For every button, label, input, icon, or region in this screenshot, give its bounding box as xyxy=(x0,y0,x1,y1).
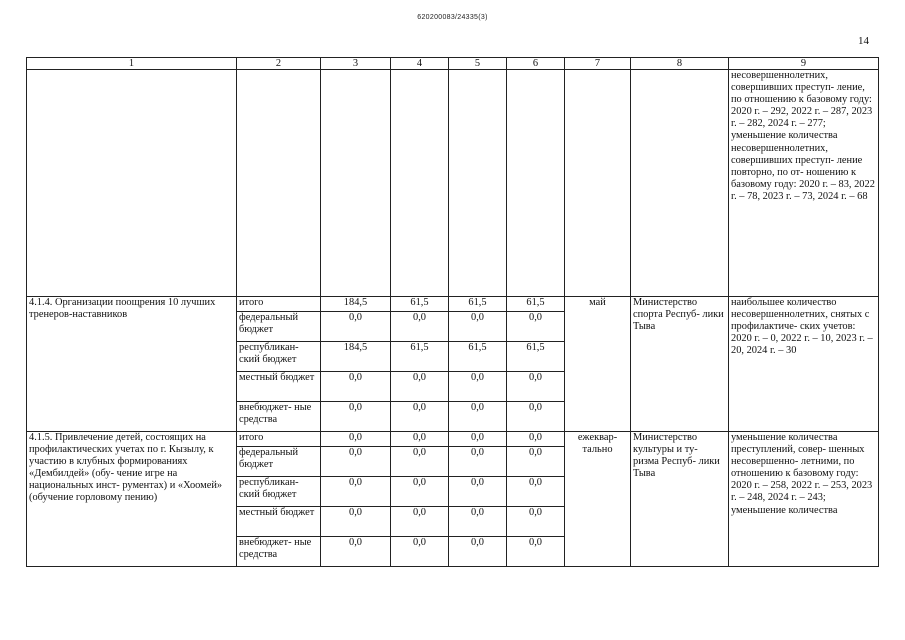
executor: Министерство культуры и ту- ризма Респуб- лики Тыва xyxy=(631,432,729,567)
amount-2024: 0,0 xyxy=(507,507,565,537)
amount-2024: 0,0 xyxy=(507,432,565,447)
result-text: наибольшее количество несовершеннолетних, снятых с профилактиче- ских учетов: 2020 г. – 0, 2022 г. – 10, 2023 г. – 20, 2024 г. – 30 xyxy=(729,297,879,432)
amount-2024: 0,0 xyxy=(507,312,565,342)
amount-2023: 0,0 xyxy=(449,507,507,537)
amount-total: 184,5 xyxy=(321,342,391,372)
column-number: 8 xyxy=(631,58,729,70)
funding-source: местный бюджет xyxy=(237,507,321,537)
funding-source: внебюджет- ные средства xyxy=(237,402,321,432)
empty-cell xyxy=(565,70,631,297)
amount-total: 0,0 xyxy=(321,507,391,537)
amount-2024: 0,0 xyxy=(507,372,565,402)
empty-cell xyxy=(449,70,507,297)
amount-2023: 0,0 xyxy=(449,372,507,402)
amount-2022: 0,0 xyxy=(391,477,449,507)
amount-2023: 61,5 xyxy=(449,297,507,312)
amount-total: 0,0 xyxy=(321,447,391,477)
column-number-row xyxy=(27,58,879,70)
column-number: 7 xyxy=(565,58,631,70)
amount-2024: 0,0 xyxy=(507,477,565,507)
amount-2024: 61,5 xyxy=(507,297,565,312)
funding-source: республикан- ский бюджет xyxy=(237,477,321,507)
amount-2023: 0,0 xyxy=(449,312,507,342)
amount-total: 184,5 xyxy=(321,297,391,312)
amount-2022: 0,0 xyxy=(391,402,449,432)
measure-title: 4.1.4. Организации поощрения 10 лучших тренеров-наставников xyxy=(27,297,237,432)
amount-total: 0,0 xyxy=(321,537,391,567)
empty-cell xyxy=(507,70,565,297)
amount-2022: 0,0 xyxy=(391,447,449,477)
column-number: 4 xyxy=(391,58,449,70)
result-text: уменьшение количества преступлений, совер- шенных несовершенно- летними, по отношению к базовому году: 2020 г. – 258, 2022 г. – 253, 2023 г. – 248, 2024 г. – 243; уменьшение количества xyxy=(729,432,879,567)
amount-2024: 0,0 xyxy=(507,447,565,477)
empty-cell xyxy=(631,70,729,297)
funding-source: итого xyxy=(237,297,321,312)
empty-cell xyxy=(321,70,391,297)
table-row xyxy=(27,297,879,312)
amount-2023: 0,0 xyxy=(449,432,507,447)
program-table xyxy=(26,57,879,567)
amount-total: 0,0 xyxy=(321,432,391,447)
column-number: 9 xyxy=(729,58,879,70)
funding-source: итого xyxy=(237,432,321,447)
amount-total: 0,0 xyxy=(321,477,391,507)
amount-2024: 0,0 xyxy=(507,402,565,432)
funding-source: местный бюджет xyxy=(237,372,321,402)
amount-2023: 0,0 xyxy=(449,402,507,432)
amount-2022: 61,5 xyxy=(391,297,449,312)
amount-2022: 61,5 xyxy=(391,342,449,372)
continuation-row xyxy=(27,70,879,297)
amount-2024: 61,5 xyxy=(507,342,565,372)
amount-total: 0,0 xyxy=(321,372,391,402)
amount-2022: 0,0 xyxy=(391,537,449,567)
amount-2023: 0,0 xyxy=(449,447,507,477)
amount-2023: 0,0 xyxy=(449,537,507,567)
empty-cell xyxy=(237,70,321,297)
funding-source: федеральный бюджет xyxy=(237,312,321,342)
funding-source: республикан- ский бюджет xyxy=(237,342,321,372)
execution-term: май xyxy=(565,297,631,432)
amount-2022: 0,0 xyxy=(391,432,449,447)
document-id: 620200083/24335(3) xyxy=(417,14,488,21)
executor: Министерство спорта Респуб- лики Тыва xyxy=(631,297,729,432)
amount-total: 0,0 xyxy=(321,402,391,432)
empty-cell xyxy=(27,70,237,297)
table-row xyxy=(27,432,879,447)
empty-cell xyxy=(391,70,449,297)
column-number: 3 xyxy=(321,58,391,70)
amount-2023: 0,0 xyxy=(449,477,507,507)
execution-term: ежеквар- тально xyxy=(565,432,631,567)
amount-2024: 0,0 xyxy=(507,537,565,567)
page-number: 14 xyxy=(858,35,869,47)
amount-2022: 0,0 xyxy=(391,312,449,342)
measure-title: 4.1.5. Привлечение детей, состоящих на профилактических учетах по г. Кызылу, к участию в клубных формированиях «Дембилдей» (обу- чение игре на национальных инст- рументах) и «Хоомей» (обучение горловому пению) xyxy=(27,432,237,567)
column-number: 6 xyxy=(507,58,565,70)
funding-source: внебюджет- ные средства xyxy=(237,537,321,567)
amount-2023: 61,5 xyxy=(449,342,507,372)
amount-2022: 0,0 xyxy=(391,507,449,537)
amount-total: 0,0 xyxy=(321,312,391,342)
funding-source: федеральный бюджет xyxy=(237,447,321,477)
column-number: 1 xyxy=(27,58,237,70)
column-number: 5 xyxy=(449,58,507,70)
result-text: несовершеннолетних, совершивших преступ- ление, по отношению к базовому году: 2020 г. – 292, 2022 г. – 287, 2023 г. – 282, 2024 г. – 277; уменьшение количества несовершеннолетних, совершивших преступ- ление повторно, по от- ношению к базовому году: 2020 г. – 83, 2022 г. – 78, 2023 г. – 73, 2024 г. – 68 xyxy=(729,70,879,297)
amount-2022: 0,0 xyxy=(391,372,449,402)
column-number: 2 xyxy=(237,58,321,70)
